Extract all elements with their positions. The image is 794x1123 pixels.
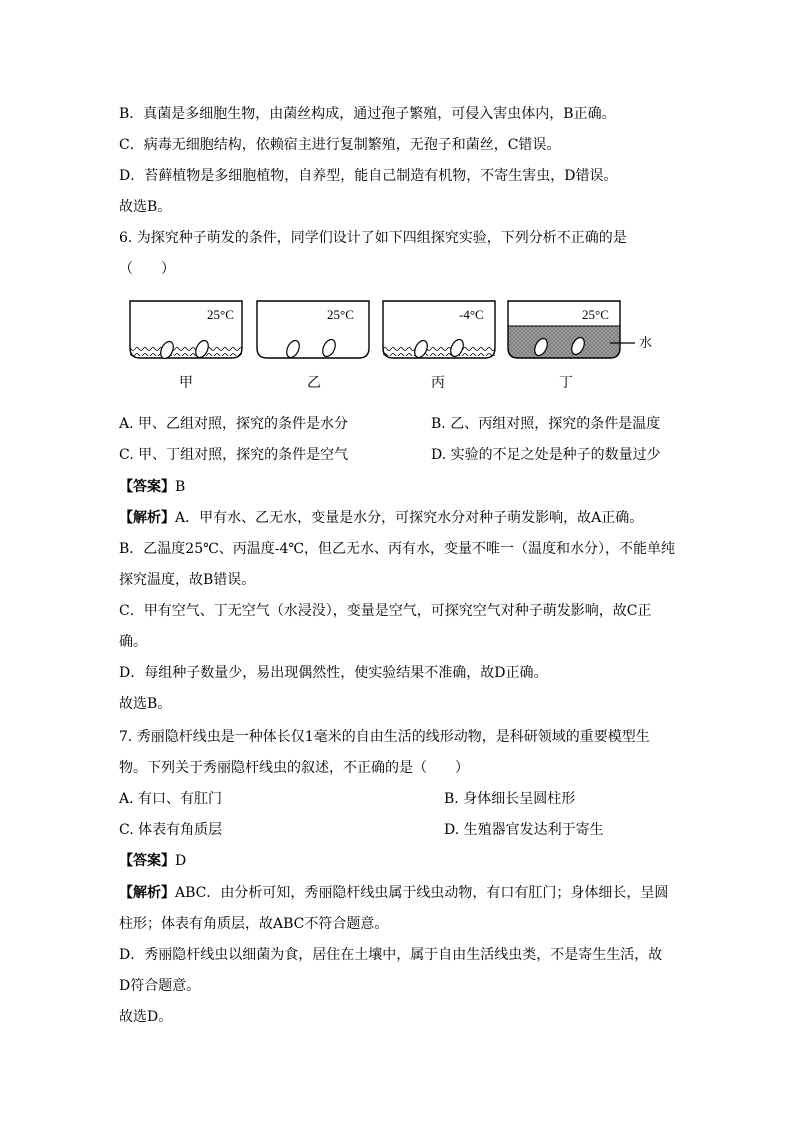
q7-analysis-tag: 【解析】 (119, 885, 175, 901)
q6-analysis-b-line1: B．乙温度25℃、丙温度-4℃，但乙无水、丙有水，变量不唯一（温度和水分），不能单纯 (119, 541, 676, 557)
q7-stem-line1: 7. 秀丽隐杆线虫是一种体长仅1毫米的自由生活的线形动物，是科研领域的重要模型生 (119, 729, 650, 745)
q6-answer (119, 477, 185, 497)
label-bing: 丙 (431, 375, 445, 391)
temp-yi: 25°C (327, 307, 354, 322)
container-bing (383, 301, 495, 391)
label-jia: 甲 (179, 375, 193, 391)
q6-germination-figure (127, 298, 663, 394)
q6-analysis-c-line1: C．甲有空气、丁无空气（水浸没），变量是空气，可探究空气对种子萌发影响，故C正 (119, 603, 652, 619)
prev-analysis-b: B．真菌是多细胞生物，由菌丝构成，通过孢子繁殖，可侵入害虫体内，B正确。 (119, 106, 616, 122)
q7-answer-tag: 【答案】 (119, 853, 175, 869)
prev-analysis-c: C．病毒无细胞结构，依赖宿主进行复制繁殖，无孢子和菌丝，C错误。 (119, 137, 561, 153)
q7-answer (119, 851, 186, 871)
q7-stem-line2: 物。下列关于秀丽隐杆线虫的叙述，不正确的是（ ） (119, 760, 469, 776)
water-label: 水 (639, 336, 653, 351)
label-ding: 丁 (559, 375, 573, 391)
q7-analysis-line1 (119, 883, 668, 903)
q7-option-b[interactable]: B. 身体细长呈圆柱形 (444, 791, 576, 807)
q6-option-a[interactable]: A. 甲、乙组对照，探究的条件是水分 (119, 416, 349, 432)
q7-analysis-line3: D．秀丽隐杆线虫以细菌为食，居住在土壤中，属于自由生活线虫类，不是寄生生活，故 (119, 947, 663, 963)
q6-analysis-d: D．每组种子数量少，易出现偶然性，使实验结果不准确，故D正确。 (119, 665, 548, 681)
label-yi: 乙 (307, 375, 321, 391)
q6-answer-value: B (175, 479, 186, 495)
q6-stem-line1: 6. 为探究种子萌发的条件，同学们设计了如下四组探究实验，下列分析不正确的是 (119, 230, 627, 246)
q6-option-d[interactable]: D. 实验的不足之处是种子的数量过少 (431, 447, 661, 463)
prev-analysis-d: D．苔藓植物是多细胞植物，自养型，能自己制造有机物，不寄生害虫，D错误。 (119, 168, 618, 184)
q6-conclusion: 故选B。 (119, 696, 172, 712)
q7-option-d[interactable]: D. 生殖器官发达利于寄生 (444, 822, 604, 838)
container-jia (130, 301, 242, 391)
container-ding (508, 301, 652, 391)
q6-analysis-a (119, 508, 643, 528)
q7-analysis-line4: D符合题意。 (119, 978, 201, 994)
q6-stem-line2: （ ） (119, 261, 175, 277)
q7-option-a[interactable]: A. 有口、有肛门 (119, 791, 223, 807)
q7-option-c[interactable]: C. 体表有角质层 (119, 822, 223, 838)
container-yi (257, 301, 369, 391)
q6-answer-tag: 【答案】 (119, 479, 175, 495)
q6-option-b[interactable]: B. 乙、丙组对照，探究的条件是温度 (431, 416, 661, 432)
q6-analysis-c-line2: 确。 (119, 634, 147, 650)
temp-ding: 25°C (582, 307, 609, 322)
temp-bing: -4°C (459, 307, 484, 322)
q6-analysis-b-line2: 探究温度，故B错误。 (119, 572, 256, 588)
q6-analysis-tag: 【解析】 (119, 510, 175, 526)
q7-analysis-line2: 柱形；体表有角质层，故ABC不符合题意。 (119, 916, 389, 932)
prev-conclusion: 故选B。 (119, 199, 172, 215)
q6-analysis-a-text: A．甲有水、乙无水，变量是水分，可探究水分对种子萌发影响，故A正确。 (175, 510, 644, 526)
q7-conclusion: 故选D。 (119, 1009, 173, 1025)
temp-jia: 25°C (207, 307, 234, 322)
q7-answer-value: D (175, 853, 187, 869)
q6-option-c[interactable]: C. 甲、丁组对照，探究的条件是空气 (119, 447, 349, 463)
q7-analysis-line1-text: ABC．由分析可知，秀丽隐杆线虫属于线虫动物，有口有肛门；身体细长，呈圆 (175, 885, 669, 901)
